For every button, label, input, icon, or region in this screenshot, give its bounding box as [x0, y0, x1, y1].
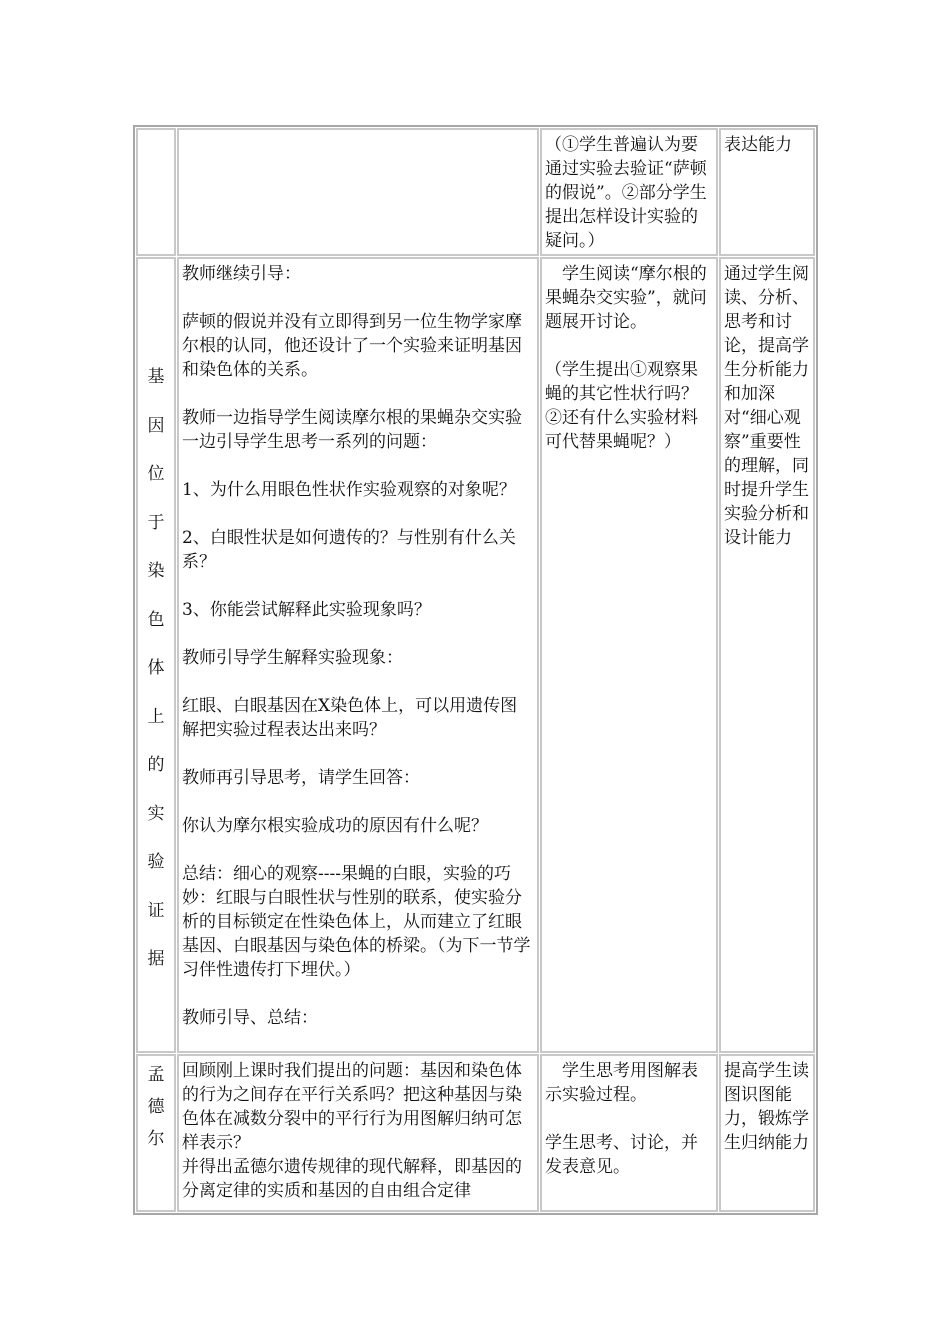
student-activity-text: （①学生普遍认为要通过实验去验证“萨顿的假说”。②部分学生提出怎样设计实验的疑问。）: [545, 135, 707, 251]
student-activity-text: （学生提出①观察果蝇的其它性状行吗？②还有什么实验材料可代替果蝇呢？）: [545, 360, 698, 452]
teacher-paragraph: 红眼、白眼基因在X染色体上，可以用遗传图解把实验过程表达出来吗？: [182, 696, 518, 740]
section-title-char: 于: [147, 512, 165, 533]
table-row: [136, 1054, 815, 1212]
teacher-paragraph: 总结：细心的观察----果蝇的白眼，实验的巧妙：红眼与白眼性状与性别的联系，使实验分析的目标锁定在性染色体上，从而建立了红眼基因、白眼基因与染色体的桥梁。（为下一节学习伴性遗传打下埋伏。）: [182, 864, 531, 980]
section-title-char: 据: [147, 949, 165, 969]
teacher-paragraph: 教师引导、总结：: [182, 1008, 318, 1028]
teacher-paragraph: 3、你能尝试解释此实验现象吗？: [182, 600, 431, 620]
teacher-activity-cell: [177, 128, 539, 256]
design-intent-cell: [719, 257, 815, 1053]
design-intent-text: 表达能力: [724, 135, 792, 155]
section-title-char: 证: [147, 900, 165, 921]
teacher-paragraph: 教师继续引导：: [182, 264, 301, 284]
section-title-char: 上: [147, 706, 165, 727]
teacher-paragraph: 你认为摩尔根实验成功的原因有什么呢？: [182, 816, 488, 836]
section-title-cell: [136, 257, 176, 1053]
section-title-char: 验: [147, 852, 165, 872]
student-activity-cell: [540, 1054, 718, 1212]
teacher-activity-cell: [177, 257, 539, 1053]
teacher-paragraph: 2、白眼性状是如何遗传的？与性别有什么关系？: [182, 528, 516, 572]
design-intent-text: 通过学生阅读、分析、思考和讨论，提高学生分析能力和加深对“细心观察”重要性的理解，同时提升学生实验分析和设计能力: [724, 264, 809, 548]
design-intent-cell: [719, 128, 815, 256]
section-title-char: 的: [147, 755, 165, 775]
section-cell: [136, 128, 176, 256]
teacher-paragraph: 教师一边指导学生阅读摩尔根的果蝇杂交实验一边引导学生思考一系列的问题：: [182, 408, 522, 452]
teacher-paragraph: 萨顿的假说并没有立即得到另一位生物学家摩尔根的认同，他还设计了一个实验来证明基因和染色体的关系。: [182, 312, 522, 380]
teacher-paragraph: 教师再引导思考，请学生回答：: [182, 768, 420, 788]
section-title-char: 体: [147, 658, 165, 678]
teacher-paragraph: 教师引导学生解释实验现象：: [182, 648, 403, 668]
section-title-char: 实: [147, 803, 165, 824]
student-activity-text: 学生思考用图解表示实验过程。: [545, 1061, 698, 1105]
section-title-char: 位: [147, 464, 165, 484]
student-activity-cell: [540, 257, 718, 1053]
teacher-paragraph: 并得出孟德尔遗传规律的现代解释，即基因的分离定律的实质和基因的自由组合定律: [182, 1157, 522, 1201]
design-intent-text: 提高学生读图识图能力，锻炼学生归纳能力: [724, 1061, 809, 1153]
lesson-plan-table: [133, 125, 818, 1215]
teacher-paragraph: 1、为什么用眼色性状作实验观察的对象呢？: [182, 480, 516, 500]
section-title-char: 孟: [147, 1065, 165, 1085]
section-title-cell: [136, 1054, 176, 1212]
design-intent-cell: [719, 1054, 815, 1212]
section-title-char: 基: [147, 367, 165, 387]
section-title-char: 色: [147, 609, 165, 630]
student-activity-text: 学生阅读“摩尔根的果蝇杂交实验”，就问题展开讨论。: [545, 264, 707, 332]
section-title-char: 德: [147, 1097, 165, 1117]
teacher-activity-cell: [177, 1054, 539, 1212]
section-title-char: 因: [147, 415, 165, 436]
student-activity-text: 学生思考、讨论，并发表意见。: [545, 1133, 698, 1177]
student-activity-cell: [540, 128, 718, 256]
table-row: [136, 128, 815, 256]
table-row: [136, 257, 815, 1053]
section-title-char: 染: [147, 561, 165, 581]
section-title-char: 尔: [147, 1129, 165, 1149]
teacher-paragraph: 回顾刚上课时我们提出的问题：基因和染色体的行为之间存在平行关系吗？把这种基因与染色体在减数分裂中的平行行为用图解归纳可怎样表示？: [182, 1061, 522, 1153]
